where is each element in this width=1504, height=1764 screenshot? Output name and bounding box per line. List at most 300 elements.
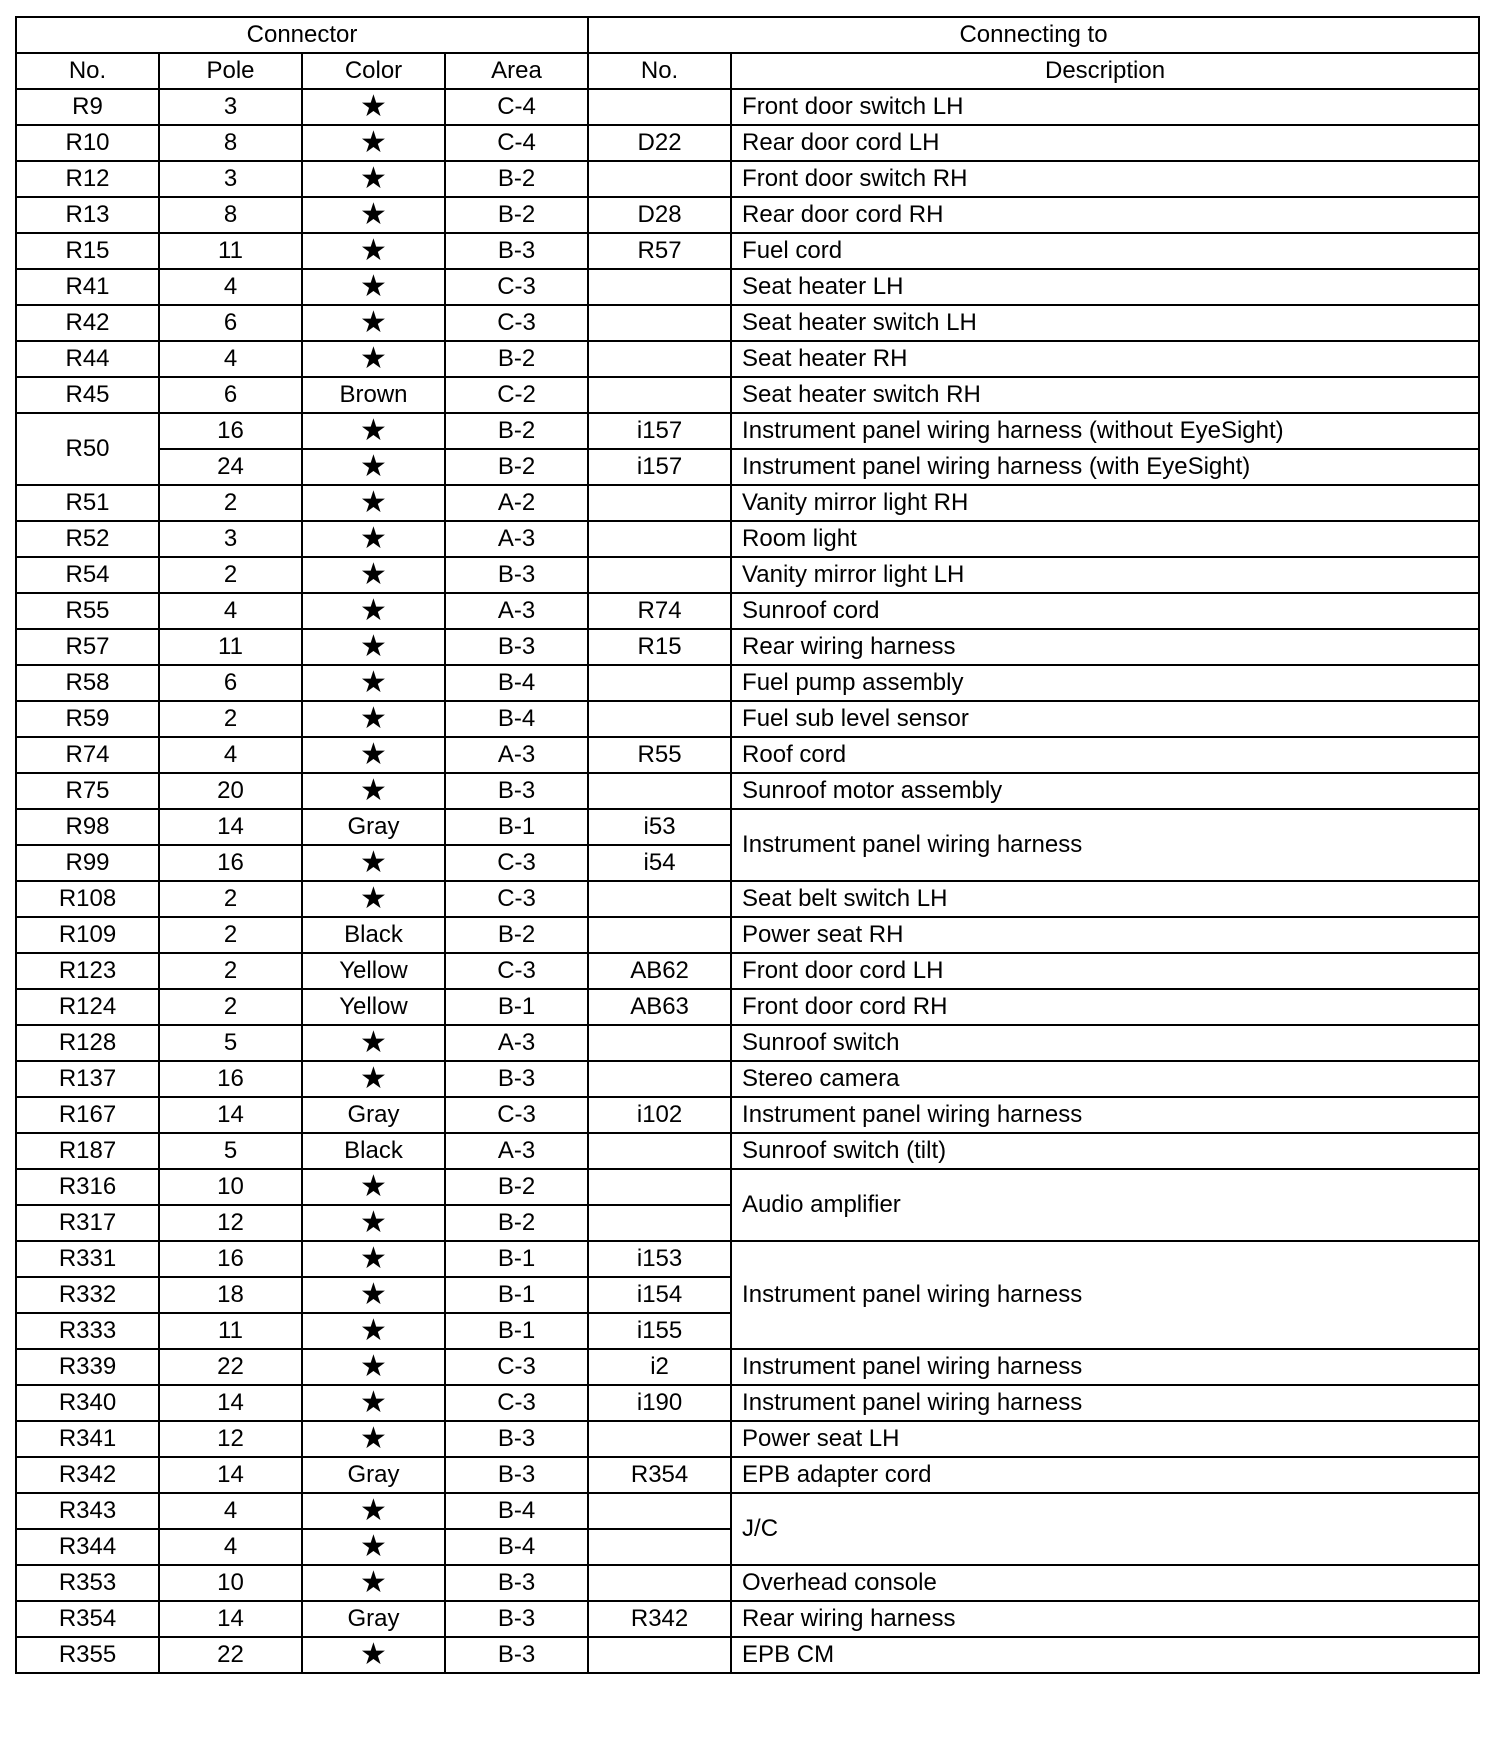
- connector-no: R59: [16, 701, 159, 737]
- area-code: B-2: [445, 161, 588, 197]
- connecting-no: [588, 485, 731, 521]
- area-code: C-3: [445, 305, 588, 341]
- connecting-no: [588, 1169, 731, 1205]
- star-icon: ★: [360, 1241, 387, 1275]
- connector-no: R339: [16, 1349, 159, 1385]
- pole-count: 2: [159, 881, 302, 917]
- connecting-no: i102: [588, 1097, 731, 1133]
- description: Sunroof switch (tilt): [731, 1133, 1479, 1169]
- description: EPB adapter cord: [731, 1457, 1479, 1493]
- pole-count: 3: [159, 161, 302, 197]
- connector-color: Gray: [302, 1457, 445, 1493]
- table-row: [16, 413, 1479, 449]
- pole-count: 4: [159, 269, 302, 305]
- connector-no: R316: [16, 1169, 159, 1205]
- pole-count: 4: [159, 737, 302, 773]
- description: Instrument panel wiring harness: [731, 1097, 1479, 1133]
- pole-count: 4: [159, 341, 302, 377]
- col-header-pole: Pole: [159, 53, 302, 89]
- area-code: A-3: [445, 593, 588, 629]
- connector-color: Yellow: [302, 989, 445, 1025]
- pole-count: 4: [159, 1493, 302, 1529]
- area-code: B-3: [445, 1457, 588, 1493]
- description: Stereo camera: [731, 1061, 1479, 1097]
- table-row: [16, 449, 1479, 485]
- connector-color: [302, 1565, 445, 1601]
- star-icon: ★: [360, 629, 387, 663]
- connector-no: R332: [16, 1277, 159, 1313]
- pole-count: 2: [159, 989, 302, 1025]
- connector-color: [302, 665, 445, 701]
- connector-color: Black: [302, 1133, 445, 1169]
- connector-color: [302, 89, 445, 125]
- connector-color: [302, 737, 445, 773]
- connector-color: Yellow: [302, 953, 445, 989]
- description: Instrument panel wiring harness (with EyeSight): [731, 449, 1479, 485]
- connecting-no: [588, 1025, 731, 1061]
- connecting-no: [588, 161, 731, 197]
- connector-color: Gray: [302, 1601, 445, 1637]
- connecting-no: R57: [588, 233, 731, 269]
- connector-color: [302, 197, 445, 233]
- pole-count: 16: [159, 1061, 302, 1097]
- connector-table: [15, 16, 1480, 1674]
- star-icon: ★: [360, 89, 387, 123]
- pole-count: 14: [159, 1457, 302, 1493]
- connector-color: [302, 449, 445, 485]
- connector-color: [302, 1025, 445, 1061]
- connecting-no: AB62: [588, 953, 731, 989]
- connector-color: [302, 701, 445, 737]
- star-icon: ★: [360, 413, 387, 447]
- connector-color: [302, 1493, 445, 1529]
- description: EPB CM: [731, 1637, 1479, 1673]
- table-row: [16, 665, 1479, 701]
- connector-no: R354: [16, 1601, 159, 1637]
- connecting-no: R55: [588, 737, 731, 773]
- description: Sunroof cord: [731, 593, 1479, 629]
- connector-no: R15: [16, 233, 159, 269]
- area-code: B-3: [445, 773, 588, 809]
- table-row: [16, 917, 1479, 953]
- connecting-no: i155: [588, 1313, 731, 1349]
- connecting-no: i157: [588, 413, 731, 449]
- table-row: [16, 989, 1479, 1025]
- connecting-no: [588, 773, 731, 809]
- connector-color: [302, 161, 445, 197]
- table-row: [16, 377, 1479, 413]
- connector-group-header: Connector: [16, 17, 588, 53]
- star-icon: ★: [360, 161, 387, 195]
- area-code: B-2: [445, 449, 588, 485]
- table-row: [16, 809, 1479, 845]
- star-icon: ★: [360, 1277, 387, 1311]
- area-code: B-3: [445, 1061, 588, 1097]
- description: Roof cord: [731, 737, 1479, 773]
- description: Room light: [731, 521, 1479, 557]
- description: Seat heater switch RH: [731, 377, 1479, 413]
- connecting-no: [588, 1637, 731, 1673]
- connecting-no: i154: [588, 1277, 731, 1313]
- table-row: [16, 1097, 1479, 1133]
- star-icon: ★: [360, 1169, 387, 1203]
- description: Overhead console: [731, 1565, 1479, 1601]
- pole-count: 6: [159, 305, 302, 341]
- connector-no: R344: [16, 1529, 159, 1565]
- star-icon: ★: [360, 557, 387, 591]
- connector-color: [302, 845, 445, 881]
- pole-count: 6: [159, 377, 302, 413]
- pole-count: 14: [159, 1385, 302, 1421]
- pole-count: 2: [159, 557, 302, 593]
- connector-no: R41: [16, 269, 159, 305]
- area-code: B-1: [445, 809, 588, 845]
- connector-color: Gray: [302, 1097, 445, 1133]
- connecting-no: [588, 1205, 731, 1241]
- connector-color: [302, 269, 445, 305]
- pole-count: 16: [159, 413, 302, 449]
- connector-no: R109: [16, 917, 159, 953]
- table-row: [16, 593, 1479, 629]
- connecting-no: [588, 1133, 731, 1169]
- connector-no: R353: [16, 1565, 159, 1601]
- connector-no: R124: [16, 989, 159, 1025]
- connector-no: R50: [16, 413, 159, 485]
- area-code: B-3: [445, 233, 588, 269]
- area-code: B-1: [445, 1313, 588, 1349]
- pole-count: 16: [159, 845, 302, 881]
- table-row: [16, 1493, 1479, 1529]
- table-row: [16, 1061, 1479, 1097]
- connecting-no: [588, 557, 731, 593]
- star-icon: ★: [360, 1061, 387, 1095]
- pole-count: 8: [159, 197, 302, 233]
- table-row: [16, 1349, 1479, 1385]
- star-icon: ★: [360, 1313, 387, 1347]
- connector-no: R51: [16, 485, 159, 521]
- description: Rear wiring harness: [731, 629, 1479, 665]
- area-code: C-3: [445, 845, 588, 881]
- connector-no: R13: [16, 197, 159, 233]
- table-body: [16, 89, 1479, 1673]
- pole-count: 8: [159, 125, 302, 161]
- connector-no: R45: [16, 377, 159, 413]
- pole-count: 2: [159, 485, 302, 521]
- connecting-no: i2: [588, 1349, 731, 1385]
- star-icon: ★: [360, 1349, 387, 1383]
- star-icon: ★: [360, 665, 387, 699]
- table-row: [16, 197, 1479, 233]
- star-icon: ★: [360, 773, 387, 807]
- area-code: B-3: [445, 629, 588, 665]
- connector-color: [302, 305, 445, 341]
- description: Power seat LH: [731, 1421, 1479, 1457]
- connector-no: R137: [16, 1061, 159, 1097]
- connector-no: R355: [16, 1637, 159, 1673]
- table-row: [16, 953, 1479, 989]
- star-icon: ★: [360, 521, 387, 555]
- area-code: A-3: [445, 521, 588, 557]
- connecting-no: [588, 305, 731, 341]
- connector-no: R108: [16, 881, 159, 917]
- description: Seat heater RH: [731, 341, 1479, 377]
- connecting-no: [588, 1061, 731, 1097]
- description: Rear door cord LH: [731, 125, 1479, 161]
- table-row: [16, 161, 1479, 197]
- pole-count: 14: [159, 809, 302, 845]
- column-header-row: [16, 53, 1479, 89]
- star-icon: ★: [360, 449, 387, 483]
- connector-color: [302, 1241, 445, 1277]
- connector-color: [302, 233, 445, 269]
- star-icon: ★: [360, 701, 387, 735]
- pole-count: 10: [159, 1565, 302, 1601]
- area-code: B-2: [445, 1205, 588, 1241]
- col-header-color: Color: [302, 53, 445, 89]
- description: Instrument panel wiring harness (without EyeSight): [731, 413, 1479, 449]
- star-icon: ★: [360, 197, 387, 231]
- area-code: C-3: [445, 881, 588, 917]
- connecting-no: D22: [588, 125, 731, 161]
- table-row: [16, 233, 1479, 269]
- description: Power seat RH: [731, 917, 1479, 953]
- star-icon: ★: [360, 1205, 387, 1239]
- area-code: B-3: [445, 1637, 588, 1673]
- area-code: C-4: [445, 125, 588, 161]
- star-icon: ★: [360, 845, 387, 879]
- area-code: B-3: [445, 557, 588, 593]
- connector-color: [302, 1529, 445, 1565]
- connector-no: R52: [16, 521, 159, 557]
- connector-color: [302, 1313, 445, 1349]
- connector-no: R123: [16, 953, 159, 989]
- area-code: B-1: [445, 989, 588, 1025]
- table-row: [16, 1457, 1479, 1493]
- connector-no: R187: [16, 1133, 159, 1169]
- pole-count: 2: [159, 953, 302, 989]
- connecting-no: [588, 377, 731, 413]
- connecting-no: [588, 917, 731, 953]
- star-icon: ★: [360, 1565, 387, 1599]
- connector-no: R333: [16, 1313, 159, 1349]
- area-code: C-3: [445, 953, 588, 989]
- area-code: B-3: [445, 1601, 588, 1637]
- connecting-no: [588, 521, 731, 557]
- table-row: [16, 1385, 1479, 1421]
- connector-color: [302, 125, 445, 161]
- connector-no: R128: [16, 1025, 159, 1061]
- connector-color: [302, 1169, 445, 1205]
- pole-count: 11: [159, 1313, 302, 1349]
- description: Front door cord RH: [731, 989, 1479, 1025]
- connector-no: R12: [16, 161, 159, 197]
- area-code: B-2: [445, 1169, 588, 1205]
- area-code: B-4: [445, 701, 588, 737]
- connector-color: Black: [302, 917, 445, 953]
- connecting-no: [588, 701, 731, 737]
- area-code: C-2: [445, 377, 588, 413]
- star-icon: ★: [360, 269, 387, 303]
- connector-no: R54: [16, 557, 159, 593]
- connector-color: [302, 1421, 445, 1457]
- connecting-no: R15: [588, 629, 731, 665]
- pole-count: 12: [159, 1421, 302, 1457]
- pole-count: 14: [159, 1601, 302, 1637]
- pole-count: 10: [159, 1169, 302, 1205]
- pole-count: 11: [159, 233, 302, 269]
- connecting-no: i190: [588, 1385, 731, 1421]
- connector-no: R57: [16, 629, 159, 665]
- table-row: [16, 1025, 1479, 1061]
- pole-count: 22: [159, 1349, 302, 1385]
- description: Sunroof switch: [731, 1025, 1479, 1061]
- star-icon: ★: [360, 233, 387, 267]
- star-icon: ★: [360, 485, 387, 519]
- connecting-no: AB63: [588, 989, 731, 1025]
- connector-color: [302, 1205, 445, 1241]
- pole-count: 14: [159, 1097, 302, 1133]
- pole-count: 16: [159, 1241, 302, 1277]
- description: Fuel cord: [731, 233, 1479, 269]
- connector-color: [302, 1385, 445, 1421]
- col-header-description: Description: [731, 53, 1479, 89]
- pole-count: 20: [159, 773, 302, 809]
- area-code: C-3: [445, 1349, 588, 1385]
- area-code: B-1: [445, 1277, 588, 1313]
- connector-no: R75: [16, 773, 159, 809]
- star-icon: ★: [360, 1421, 387, 1455]
- area-code: A-2: [445, 485, 588, 521]
- table-row: [16, 737, 1479, 773]
- table-row: [16, 1421, 1479, 1457]
- star-icon: ★: [360, 1385, 387, 1419]
- connecting-no: [588, 1493, 731, 1529]
- area-code: A-3: [445, 1133, 588, 1169]
- connector-no: R44: [16, 341, 159, 377]
- description: Rear door cord RH: [731, 197, 1479, 233]
- group-header-row: [16, 17, 1479, 53]
- description: Instrument panel wiring harness: [731, 1241, 1479, 1349]
- star-icon: ★: [360, 1637, 387, 1671]
- pole-count: 5: [159, 1133, 302, 1169]
- area-code: B-4: [445, 1529, 588, 1565]
- description: Seat belt switch LH: [731, 881, 1479, 917]
- area-code: C-3: [445, 1097, 588, 1133]
- connector-color: Gray: [302, 809, 445, 845]
- connector-color: [302, 557, 445, 593]
- table-row: [16, 269, 1479, 305]
- connector-color: [302, 1061, 445, 1097]
- connecting-no: R74: [588, 593, 731, 629]
- pole-count: 6: [159, 665, 302, 701]
- connector-no: R9: [16, 89, 159, 125]
- description: Fuel pump assembly: [731, 665, 1479, 701]
- description: J/C: [731, 1493, 1479, 1565]
- pole-count: 4: [159, 1529, 302, 1565]
- connecting-no: R354: [588, 1457, 731, 1493]
- pole-count: 22: [159, 1637, 302, 1673]
- table-row: [16, 557, 1479, 593]
- description: Front door switch RH: [731, 161, 1479, 197]
- connecting-no: i54: [588, 845, 731, 881]
- table-row: [16, 89, 1479, 125]
- connecting-no: [588, 881, 731, 917]
- description: Audio amplifier: [731, 1169, 1479, 1241]
- description: Fuel sub level sensor: [731, 701, 1479, 737]
- description: Seat heater LH: [731, 269, 1479, 305]
- connector-color: [302, 341, 445, 377]
- star-icon: ★: [360, 593, 387, 627]
- connector-no: R341: [16, 1421, 159, 1457]
- connector-no: R98: [16, 809, 159, 845]
- description: Rear wiring harness: [731, 1601, 1479, 1637]
- connector-color: [302, 1349, 445, 1385]
- connecting-no: [588, 89, 731, 125]
- connecting-no: i157: [588, 449, 731, 485]
- table-row: [16, 125, 1479, 161]
- col-header-no: No.: [16, 53, 159, 89]
- table-row: [16, 1601, 1479, 1637]
- connector-color: [302, 413, 445, 449]
- star-icon: ★: [360, 1529, 387, 1563]
- table-row: [16, 881, 1479, 917]
- connector-color: [302, 1637, 445, 1673]
- connector-no: R342: [16, 1457, 159, 1493]
- connector-no: R340: [16, 1385, 159, 1421]
- table-row: [16, 1133, 1479, 1169]
- description: Sunroof motor assembly: [731, 773, 1479, 809]
- description: Instrument panel wiring harness: [731, 1385, 1479, 1421]
- area-code: A-3: [445, 1025, 588, 1061]
- description: Front door cord LH: [731, 953, 1479, 989]
- connector-color: [302, 521, 445, 557]
- description: Front door switch LH: [731, 89, 1479, 125]
- connector-color: [302, 773, 445, 809]
- table-row: [16, 1637, 1479, 1673]
- connecting-no: [588, 1421, 731, 1457]
- area-code: C-4: [445, 89, 588, 125]
- pole-count: 24: [159, 449, 302, 485]
- area-code: C-3: [445, 1385, 588, 1421]
- pole-count: 4: [159, 593, 302, 629]
- connecting-no: D28: [588, 197, 731, 233]
- pole-count: 12: [159, 1205, 302, 1241]
- connector-no: R99: [16, 845, 159, 881]
- area-code: C-3: [445, 269, 588, 305]
- table-row: [16, 1169, 1479, 1205]
- connector-no: R55: [16, 593, 159, 629]
- description: Instrument panel wiring harness: [731, 1349, 1479, 1385]
- table-row: [16, 485, 1479, 521]
- table-row: [16, 629, 1479, 665]
- area-code: B-4: [445, 665, 588, 701]
- table-row: [16, 521, 1479, 557]
- connector-color: [302, 881, 445, 917]
- table-row: [16, 1241, 1479, 1277]
- star-icon: ★: [360, 1025, 387, 1059]
- area-code: B-2: [445, 341, 588, 377]
- star-icon: ★: [360, 341, 387, 375]
- pole-count: 2: [159, 701, 302, 737]
- connecting-to-group-header: Connecting to: [588, 17, 1479, 53]
- connecting-no: R342: [588, 1601, 731, 1637]
- connecting-no: [588, 269, 731, 305]
- star-icon: ★: [360, 1493, 387, 1527]
- connecting-no: i153: [588, 1241, 731, 1277]
- description: Seat heater switch LH: [731, 305, 1479, 341]
- area-code: B-1: [445, 1241, 588, 1277]
- star-icon: ★: [360, 305, 387, 339]
